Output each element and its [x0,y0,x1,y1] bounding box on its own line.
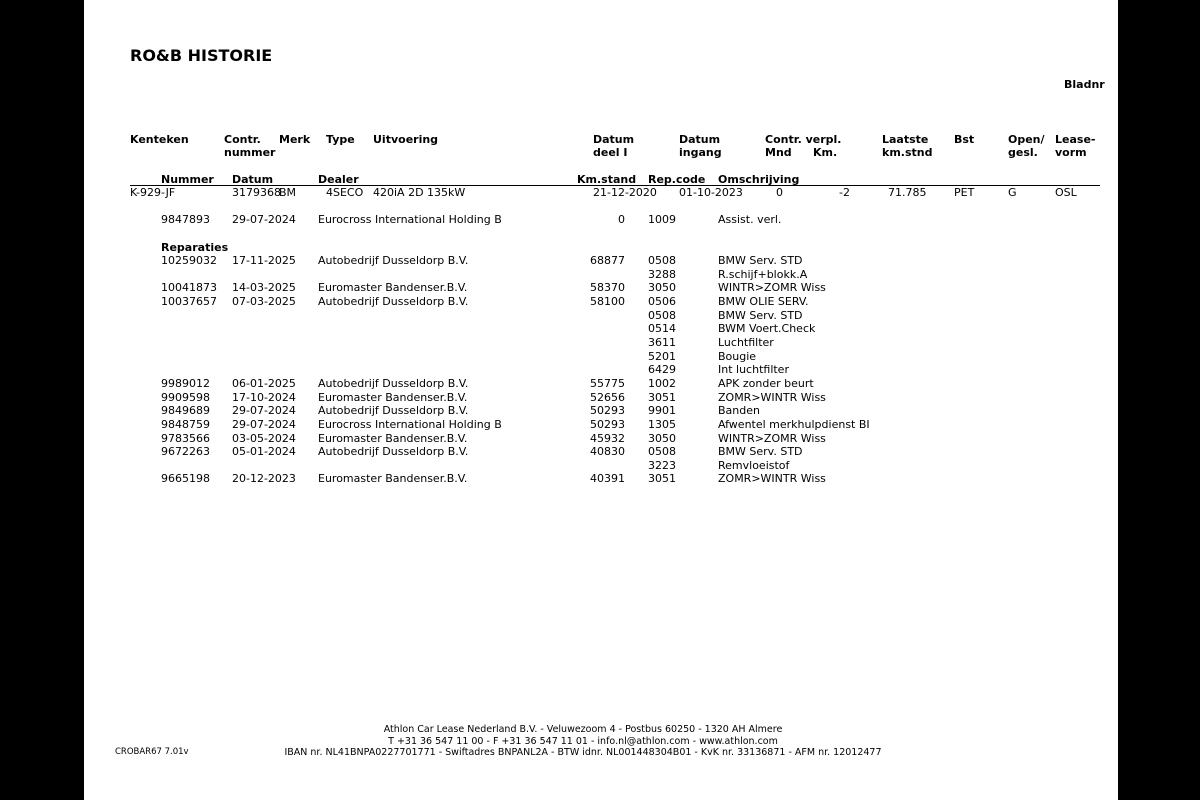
repair-code: 1002 [648,376,676,390]
repair-dealer: Euromaster Bandenser.B.V. [318,281,468,295]
repair-omschrijving: ZOMR>WINTR Wiss [718,472,826,486]
repair-code: 0514 [648,322,676,336]
repair-dealer: Autobedrijf Dusseldorp B.V. [318,254,469,267]
vehicle-contract: 3179368 [232,186,281,199]
repair-datum: 20-12-2023 [232,472,296,486]
repair-code: 3050 [648,431,676,445]
header-nummer: nummer [224,146,276,159]
footer-address: Athlon Car Lease Nederland B.V. - Veluwezoom 4 - Postbus 60250 - 1320 AH Almere [383,724,783,735]
document-page [84,0,1118,800]
vehicle-open-gesl: G [1008,186,1017,199]
vehicle-mnd: 0 [776,186,783,199]
vehicle-datum-ingang: 01-10-2023 [679,186,743,199]
repair-dealer: Euromaster Bandenser.B.V. [318,390,468,404]
repair-km: 50293 [590,417,625,431]
header-repcode-col: Rep.code [648,173,706,186]
header-laatste: Laatste [882,133,929,146]
repair-omschrijving: WINTR>ZOMR Wiss [718,431,826,445]
repair-nummer: 10041873 [161,281,217,295]
footer-bank: IBAN nr. NL41BNPA0227701771 - Swiftadres BNPANL2A - BTW idnr. NL001448304B01 - KvK nr. 33136871 - AFM nr. 12012477 [284,747,882,758]
repair-datum: 29-07-2024 [232,404,296,418]
repair-omschrijving: BMW Serv. STD [718,308,803,322]
repair-code: 6429 [648,363,676,377]
repair-datum: 17-11-2025 [232,254,296,267]
repair-datum: 29-07-2024 [232,417,296,431]
repair-nummer: 9848759 [161,417,210,431]
repair-nummer: 9672263 [161,445,210,459]
repair-code: 9901 [648,404,676,418]
page-title: RO&B HISTORIE [130,46,273,65]
vehicle-km: -2 [839,186,850,199]
repair-datum: 05-01-2024 [232,445,296,459]
assist-km: 0 [618,213,625,226]
repair-km: 40830 [590,445,625,459]
assist-nummer: 9847893 [161,213,210,226]
header-nummer-col: Nummer [161,173,214,186]
repair-dealer: Autobedrijf Dusseldorp B.V. [318,376,469,390]
header-kmstand-col: Km.stand [577,173,637,186]
repair-omschrijving: Int luchtfilter [718,363,789,377]
header-datum-deel-1: Datum [593,133,635,146]
repair-nummer: 9989012 [161,376,210,390]
repair-dealer: Euromaster Bandenser.B.V. [318,431,468,445]
repair-dealer: Autobedrijf Dusseldorp B.V. [318,445,469,459]
repair-code: 3223 [648,458,676,472]
repair-km: 58370 [590,281,625,295]
header-ingang: ingang [679,146,722,159]
repair-omschrijving: BMW Serv. STD [718,445,803,459]
repair-code: 0508 [648,445,676,459]
repair-dealer: Autobedrijf Dusseldorp B.V. [318,404,469,418]
repair-datum: 06-01-2025 [232,376,296,390]
repair-datum: 14-03-2025 [232,281,296,295]
repair-code: 3611 [648,335,676,349]
repair-omschrijving: BMW OLIE SERV. [718,294,809,308]
repair-km: 58100 [590,294,625,308]
repair-code: 3051 [648,472,676,486]
header-datum-col: Datum [232,173,274,186]
repair-omschrijving: ZOMR>WINTR Wiss [718,390,826,404]
repair-datum: 07-03-2025 [232,294,296,308]
repair-omschrijving: BWM Voert.Check [718,322,816,336]
repair-nummer: 10259032 [161,254,217,267]
vehicle-leasevorm: OSL [1055,186,1077,199]
vehicle-bst: PET [954,186,975,199]
header-merk: Merk [279,133,311,146]
repair-omschrijving: Afwentel merkhulpdienst BI [718,417,870,431]
vehicle-merk: BM [279,186,297,199]
assist-datum: 29-07-2024 [232,213,296,226]
header-type: Type [326,133,355,146]
repair-km: 68877 [590,254,625,267]
footer-contact: T +31 36 547 11 00 - F +31 36 547 11 01 - info.nl@athlon.com - www.athlon.com [388,736,778,747]
repair-code: 0506 [648,294,676,308]
vehicle-kenteken: K-929-JF [130,186,176,199]
header-gesl: gesl. [1008,146,1038,159]
header-dealer-col: Dealer [318,173,359,186]
repair-dealer: Eurocross International Holding B [318,417,502,431]
repair-code: 3288 [648,267,676,281]
repair-code: 0508 [648,254,676,267]
repair-nummer: 9665198 [161,472,210,486]
header-deel-1: deel I [593,146,628,159]
vehicle-uitvoering: 420iA 2D 135kW [373,186,466,199]
repair-nummer: 9909598 [161,390,210,404]
repair-nummer: 10037657 [161,294,217,308]
header-km-stnd: km.stnd [882,146,933,159]
header-lease: Lease- [1055,133,1096,146]
header-kenteken: Kenteken [130,133,189,146]
repair-omschrijving: Luchtfilter [718,335,774,349]
reparaties-heading: Reparaties [161,241,229,254]
repair-code: 3051 [648,390,676,404]
assist-omschrijving: Assist. verl. [718,213,782,226]
header-contr: Contr. [224,133,261,146]
repair-code: 5201 [648,349,676,363]
repair-km: 40391 [590,472,625,486]
repair-omschrijving: Bougie [718,349,757,363]
repair-omschrijving: APK zonder beurt [718,376,814,390]
version-label: CROBAR67 7.01v [115,747,189,757]
repair-code: 0508 [648,308,676,322]
repair-datum: 17-10-2024 [232,390,296,404]
assist-dealer: Eurocross International Holding B [318,213,502,226]
header-contr-verpl: Contr. verpl. [765,133,842,146]
assist-code: 1009 [648,213,676,226]
repair-omschrijving: WINTR>ZOMR Wiss [718,281,826,295]
repair-datum: 03-05-2024 [232,431,296,445]
header-vorm: vorm [1055,146,1087,159]
header-open: Open/ [1008,133,1045,146]
repair-dealer: Euromaster Bandenser.B.V. [318,472,468,486]
repair-km: 50293 [590,404,625,418]
repair-km: 55775 [590,376,625,390]
repair-dealer: Autobedrijf Dusseldorp B.V. [318,294,469,308]
repair-omschrijving: Remvloeistof [718,458,790,472]
header-uitvoering: Uitvoering [373,133,439,146]
repair-code: 1305 [648,417,676,431]
repair-code: 3050 [648,281,676,295]
repair-omschrijving: R.schijf+blokk.A [718,267,808,281]
bladnr-label: Bladnr [1064,78,1105,91]
header-datum-ingang: Datum [679,133,721,146]
repair-nummer: 9783566 [161,431,210,445]
repair-km: 52656 [590,390,625,404]
repair-omschrijving: BMW Serv. STD [718,254,803,267]
header-bst: Bst [954,133,975,146]
repair-km: 45932 [590,431,625,445]
repair-omschrijving: Banden [718,404,760,418]
header-mnd: Mnd [765,146,792,159]
vehicle-laatste-km: 71.785 [888,186,927,199]
header-km: Km. [813,146,838,159]
repair-nummer: 9849689 [161,404,210,418]
vehicle-datum-deel-1: 21-12-2020 [593,186,657,199]
header-omschrijving-col: Omschrijving [718,173,800,186]
vehicle-type: 4SECO [326,186,364,199]
